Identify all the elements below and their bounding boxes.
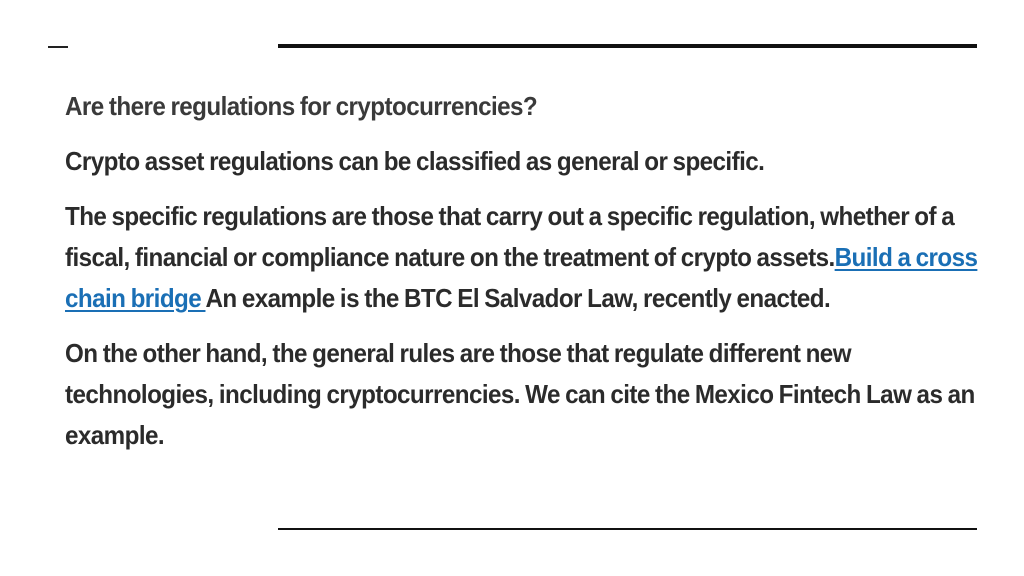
paragraph-text-after-link: An example is the BTC El Salvador Law, recently enacted.	[205, 283, 831, 313]
cross-chain-bridge-link[interactable]: Build a cross chain bridge	[65, 242, 978, 313]
slide-heading: Are there regulations for cryptocurrencies?	[65, 91, 538, 121]
bottom-divider-rule	[278, 528, 977, 530]
top-divider-rule	[278, 44, 977, 48]
slide-content	[65, 86, 985, 470]
short-accent-rule	[48, 46, 68, 48]
paragraph-specific-regulations	[65, 196, 981, 319]
paragraph-text-before-link: The specific regulations are those that carry out a specific regulation, whether of a fiscal, financial or compliance nature on the treatment of crypto assets.	[65, 201, 955, 272]
paragraph-general-rules: On the other hand, the general rules are those that regulate different new technologies, including cryptocurrencies. We can cite the Mexico Fintech Law as an example.	[65, 338, 975, 450]
paragraph-classification: Crypto asset regulations can be classified as general or specific.	[65, 146, 765, 176]
